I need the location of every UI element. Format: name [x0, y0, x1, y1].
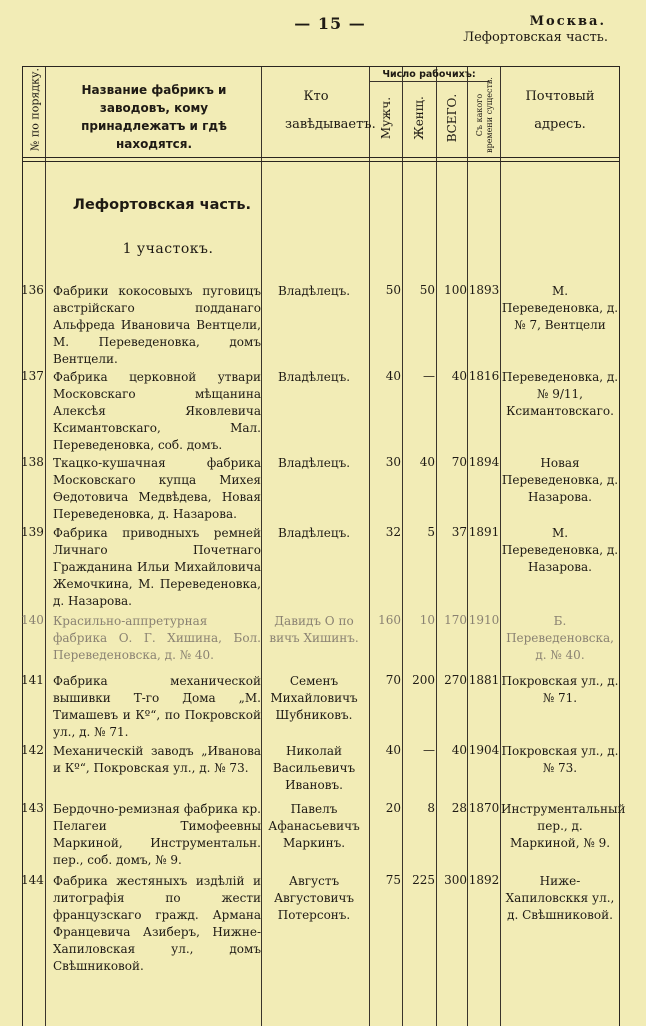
- column-header-total: ВСЕГО.: [445, 93, 459, 143]
- row-number: 143: [21, 801, 44, 815]
- men-count: 32: [385, 525, 401, 539]
- total-count: 28: [451, 801, 467, 815]
- women-count: 40: [419, 455, 435, 469]
- row-number: 138: [21, 455, 44, 469]
- postal-address: Покровская ул., д. № 71.: [501, 674, 619, 705]
- men-count: 20: [385, 801, 401, 815]
- total-count: 170: [444, 613, 467, 627]
- factory-name: Фабрика церковной утвари Московскаго мѣщанина Алексѣя Яковлевича Ксимантовскаго, Мал. Переведеновка, соб. домъ.: [53, 370, 261, 452]
- factory-name: Фабрика приводныхъ ремней Личнаго Почетнаго Гражданина Ильи Михайловича Жемочкина, М. Переведеновка, д. Назарова.: [53, 526, 261, 608]
- men-count: 75: [385, 873, 401, 887]
- women-count: 50: [419, 283, 435, 297]
- row-number: 144: [21, 873, 44, 887]
- factory-name: Ткацко-кушачная фабрика Московскаго купца Михея Ѳедотовича Медвѣдева, Новая Переведеновка, д. Назарова.: [53, 456, 261, 521]
- men-count: 30: [385, 455, 401, 469]
- women-count: 5: [427, 525, 435, 539]
- total-count: 300: [444, 873, 467, 887]
- column-header-since: Съ какого времени существ.: [475, 77, 494, 153]
- postal-address: Переведеновка, д. № 9/11, Ксимантовскаго.: [501, 370, 619, 418]
- year-founded: 1891: [468, 525, 500, 539]
- women-count: —: [423, 369, 435, 383]
- factory-name: Фабрика механической вышивки Т-го Дома „М. Тимашевъ и Кº“, по Покровской ул., д. № 71.: [53, 674, 261, 739]
- women-count: —: [423, 743, 435, 757]
- men-count: 40: [385, 369, 401, 383]
- row-number: 136: [21, 283, 44, 297]
- men-count: 70: [385, 673, 401, 687]
- year-founded: 1910: [468, 613, 500, 627]
- manager: Павелъ Афанасьевичъ Маркинъ.: [268, 802, 360, 850]
- total-count: 270: [444, 673, 467, 687]
- postal-address: Б. Переведеновска, д. № 40.: [506, 614, 614, 662]
- year-founded: 1894: [468, 455, 500, 469]
- row-number: 139: [21, 525, 44, 539]
- women-count: 200: [412, 673, 435, 687]
- postal-address: М. Переведеновка, д. Назарова.: [501, 526, 619, 574]
- row-number: 137: [21, 369, 44, 383]
- men-count: 160: [378, 613, 401, 627]
- year-founded: 1870: [468, 801, 500, 815]
- manager: Владѣлецъ.: [277, 526, 351, 540]
- row-number: 140: [21, 613, 44, 627]
- manager: Владѣлецъ.: [277, 456, 351, 470]
- women-count: 8: [427, 801, 435, 815]
- section-title: Лефортовская часть.: [72, 197, 252, 213]
- factory-table: [21, 66, 626, 1026]
- total-count: 40: [451, 369, 467, 383]
- factory-name: Механическій заводъ „Иванова и Кº“, Покровская ул., д. № 73.: [53, 744, 261, 775]
- manager: Давидъ О по вичъ Хишинъ.: [269, 614, 359, 645]
- factory-name: Фабрики кокосовыхъ пуговицъ австрійскаго подданаго Альфреда Ивановича Вентцели, М. Переведеновка, домъ Вентцели.: [53, 284, 261, 366]
- column-header-manager: Кто завѣдываетъ.: [285, 89, 376, 132]
- city-heading: Москва.: [529, 14, 606, 29]
- postal-address: Покровская ул., д. № 73.: [501, 744, 619, 775]
- women-count: 10: [419, 613, 435, 627]
- year-founded: 1816: [468, 369, 500, 383]
- year-founded: 1881: [468, 673, 500, 687]
- manager: Семенъ Михайловичъ Шубниковъ.: [270, 674, 358, 722]
- postal-address: М. Переведеновка, д. № 7, Вентцели: [501, 284, 619, 332]
- factory-name: Красильно-аппретурная фабрика О. Г. Хишина, Бол. Переведеновска, д. № 40.: [53, 614, 261, 662]
- row-number: 142: [21, 743, 44, 757]
- postal-address: Инструментальный пер., д. Маркиной, № 9.: [501, 802, 626, 850]
- women-count: 225: [412, 873, 435, 887]
- column-header-address: Почтовый адресъ.: [525, 89, 595, 132]
- total-count: 100: [444, 283, 467, 297]
- subsection-title: 1 участокъ.: [122, 241, 214, 257]
- column-header-men: Мужч.: [379, 96, 393, 140]
- column-header-women: Женщ.: [412, 96, 426, 140]
- total-count: 70: [451, 455, 467, 469]
- manager: Владѣлецъ.: [277, 284, 351, 298]
- year-founded: 1892: [468, 873, 500, 887]
- men-count: 50: [385, 283, 401, 297]
- total-count: 40: [451, 743, 467, 757]
- total-count: 37: [451, 525, 467, 539]
- manager: Августъ Августовичъ Потерсонъ.: [273, 874, 355, 922]
- factory-name: Фабрика жестяныхъ издѣлій и литографія по жести французскаго гражд. Армана Францевича Азиберъ, Нижне-Хапиловская ул., домъ Свѣшниковой.: [53, 874, 261, 973]
- column-header-number: № по порядку.: [28, 68, 42, 151]
- manager: Владѣлецъ.: [277, 370, 351, 384]
- column-header-workers: Число рабочихъ:: [382, 69, 476, 80]
- factory-name: Бердочно-ремизная фабрика кр. Пелагеи Тимофеевны Маркиной, Инструментальн. пер., соб. домъ, № 9.: [53, 802, 261, 867]
- district-heading: Лефортовская часть.: [463, 30, 608, 45]
- year-founded: 1893: [468, 283, 500, 297]
- men-count: 40: [385, 743, 401, 757]
- year-founded: 1904: [468, 743, 500, 757]
- postal-address: Ниже-Хапиловсккя ул., д. Свѣшниковой.: [505, 874, 615, 922]
- column-header-name: Название фабрикъ и заводовъ, кому принадлежатъ и гдѣ находятся.: [81, 83, 227, 151]
- row-number: 141: [21, 673, 44, 687]
- manager: Николай Васильевичъ Ивановъ.: [272, 744, 356, 792]
- postal-address: Новая Переведеновка, д. Назарова.: [501, 456, 619, 504]
- page-number: — 15 —: [294, 14, 366, 33]
